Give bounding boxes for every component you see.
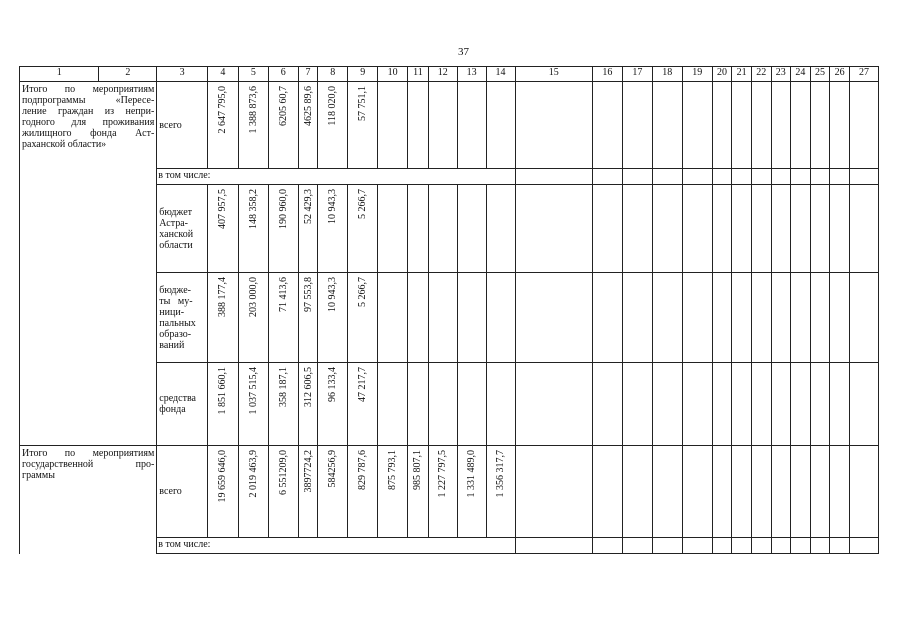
value-cell xyxy=(298,273,318,363)
value-text: 2 019 463,9 xyxy=(247,450,259,498)
value-text: 5 266,7 xyxy=(357,277,369,307)
value-cell xyxy=(238,446,268,538)
column-number: 5 xyxy=(238,67,268,82)
subprogram-heading xyxy=(20,82,157,446)
value-cell xyxy=(298,82,318,169)
label-line: Астра- xyxy=(159,217,188,229)
column-number: 24 xyxy=(791,67,811,82)
value-text: 203 000,0 xyxy=(247,277,259,317)
value-text: 4625 89,6 xyxy=(302,86,314,126)
column-number: 12 xyxy=(428,67,457,82)
value-text: 985 807,1 xyxy=(412,450,424,490)
column-number: 19 xyxy=(682,67,712,82)
column-number: 11 xyxy=(408,67,429,82)
value-cell xyxy=(268,363,298,446)
value-text: 358 187,1 xyxy=(277,367,289,407)
value-cell xyxy=(268,82,298,169)
value-cell xyxy=(268,185,298,273)
program-heading xyxy=(20,446,157,554)
value-text: 1 851 660,1 xyxy=(217,367,229,415)
value-cell xyxy=(378,446,408,538)
heading-line: Итого по мероприятиям xyxy=(22,448,155,459)
column-number: 21 xyxy=(732,67,752,82)
column-number: 17 xyxy=(622,67,652,82)
column-number: 22 xyxy=(751,67,771,82)
value-cell xyxy=(428,446,457,538)
heading-line: граммы xyxy=(22,470,55,481)
heading-line: Итого по мероприятиям xyxy=(22,84,155,95)
program-total-row xyxy=(20,446,879,538)
label-line: ници- xyxy=(159,306,185,318)
value-text: 1 037 515,4 xyxy=(247,367,259,415)
label-line: средства xyxy=(159,393,196,404)
value-cell xyxy=(318,446,348,538)
value-text: 6 551209,0 xyxy=(277,450,289,495)
value-text: 57 751,1 xyxy=(357,86,369,121)
value-text: 388 177,4 xyxy=(217,277,229,317)
column-number: 13 xyxy=(457,67,486,82)
value-cell xyxy=(238,82,268,169)
value-cell xyxy=(268,446,298,538)
value-cell xyxy=(207,446,238,538)
heading-line: раханской области» xyxy=(22,139,107,150)
value-text: 10 943,3 xyxy=(327,189,339,224)
column-number-row xyxy=(20,67,879,82)
program-funding-table xyxy=(19,66,879,554)
value-cell xyxy=(318,273,348,363)
column-number: 6 xyxy=(268,67,298,82)
value-text: 10 943,3 xyxy=(327,277,339,312)
value-cell xyxy=(298,363,318,446)
value-cell xyxy=(268,273,298,363)
value-text: 19 659 646,0 xyxy=(217,450,229,503)
value-text: 3897724,2 xyxy=(302,450,314,493)
value-text: 312 606,5 xyxy=(302,367,314,407)
value-text: 407 957,5 xyxy=(217,189,229,229)
value-text: 829 787,6 xyxy=(357,450,369,490)
column-number: 1 xyxy=(20,67,99,82)
value-text: 6205 60,7 xyxy=(277,86,289,126)
total-label: всего xyxy=(157,82,208,169)
value-cell xyxy=(486,446,515,538)
including-label: в том числе: xyxy=(157,538,515,554)
value-cell xyxy=(318,82,348,169)
column-number: 25 xyxy=(810,67,830,82)
value-cell xyxy=(207,363,238,446)
column-number: 2 xyxy=(99,67,157,82)
value-cell xyxy=(318,185,348,273)
value-cell xyxy=(348,185,378,273)
value-cell xyxy=(457,446,486,538)
value-cell xyxy=(238,185,268,273)
column-number: 15 xyxy=(515,67,592,82)
label-line: ханской xyxy=(159,228,194,240)
row-label xyxy=(157,273,208,363)
value-cell xyxy=(348,273,378,363)
value-cell xyxy=(348,363,378,446)
value-cell xyxy=(207,82,238,169)
value-text: 5 266,7 xyxy=(357,189,369,219)
column-number: 23 xyxy=(771,67,791,82)
heading-line: жилищного фонда Аст- xyxy=(22,128,155,139)
value-text: 875 793,1 xyxy=(387,450,399,490)
value-text: 2 647 795,0 xyxy=(217,86,229,134)
value-text: 1 227 797,5 xyxy=(437,450,449,498)
value-text: 71 413,6 xyxy=(277,277,289,312)
value-text: 118 020,0 xyxy=(327,86,339,126)
value-cell xyxy=(408,446,429,538)
value-cell xyxy=(298,446,318,538)
value-text: 584256,9 xyxy=(327,450,339,488)
value-cell xyxy=(348,82,378,169)
including-label: в том числе: xyxy=(157,169,515,185)
value-text: 190 960,0 xyxy=(277,189,289,229)
value-cell xyxy=(298,185,318,273)
value-cell xyxy=(207,273,238,363)
value-text: 97 553,8 xyxy=(302,277,314,312)
column-number: 18 xyxy=(652,67,682,82)
column-number: 10 xyxy=(378,67,408,82)
value-cell xyxy=(207,185,238,273)
value-cell xyxy=(348,446,378,538)
label-line: фонда xyxy=(159,404,186,415)
column-number: 4 xyxy=(207,67,238,82)
total-label: всего xyxy=(157,446,208,538)
column-number: 3 xyxy=(157,67,208,82)
column-number: 8 xyxy=(318,67,348,82)
column-number: 7 xyxy=(298,67,318,82)
value-text: 47 217,7 xyxy=(357,367,369,402)
heading-line: ление граждан из непри- xyxy=(22,106,155,117)
row-label xyxy=(157,363,208,446)
column-number: 27 xyxy=(849,67,878,82)
label-line: пальных xyxy=(159,317,196,329)
page-number: 37 xyxy=(458,46,469,58)
column-number: 20 xyxy=(712,67,732,82)
value-text: 96 133,4 xyxy=(327,367,339,402)
label-line: ты му- xyxy=(159,295,193,307)
heading-line: годного для проживания xyxy=(22,117,155,128)
value-cell xyxy=(238,273,268,363)
label-line: бюджет xyxy=(159,206,193,218)
value-text: 1 331 489,0 xyxy=(466,450,478,498)
subprogram-total-row xyxy=(20,82,879,169)
row-label xyxy=(157,185,208,273)
value-cell xyxy=(318,363,348,446)
column-number: 16 xyxy=(592,67,622,82)
heading-line: государственной про- xyxy=(22,459,155,470)
label-line: области xyxy=(159,239,193,251)
value-text: 52 429,3 xyxy=(302,189,314,224)
value-text: 1 388 873,6 xyxy=(247,86,259,134)
column-number: 26 xyxy=(830,67,850,82)
label-line: бюдже- xyxy=(159,284,191,296)
column-number: 9 xyxy=(348,67,378,82)
column-number: 14 xyxy=(486,67,515,82)
value-cell xyxy=(238,363,268,446)
label-line: ваний xyxy=(159,339,185,351)
value-text: 1 356 317,7 xyxy=(495,450,507,498)
heading-line: подпрограммы «Пересе- xyxy=(22,95,155,106)
label-line: образо- xyxy=(159,328,192,340)
value-text: 148 358,2 xyxy=(247,189,259,229)
